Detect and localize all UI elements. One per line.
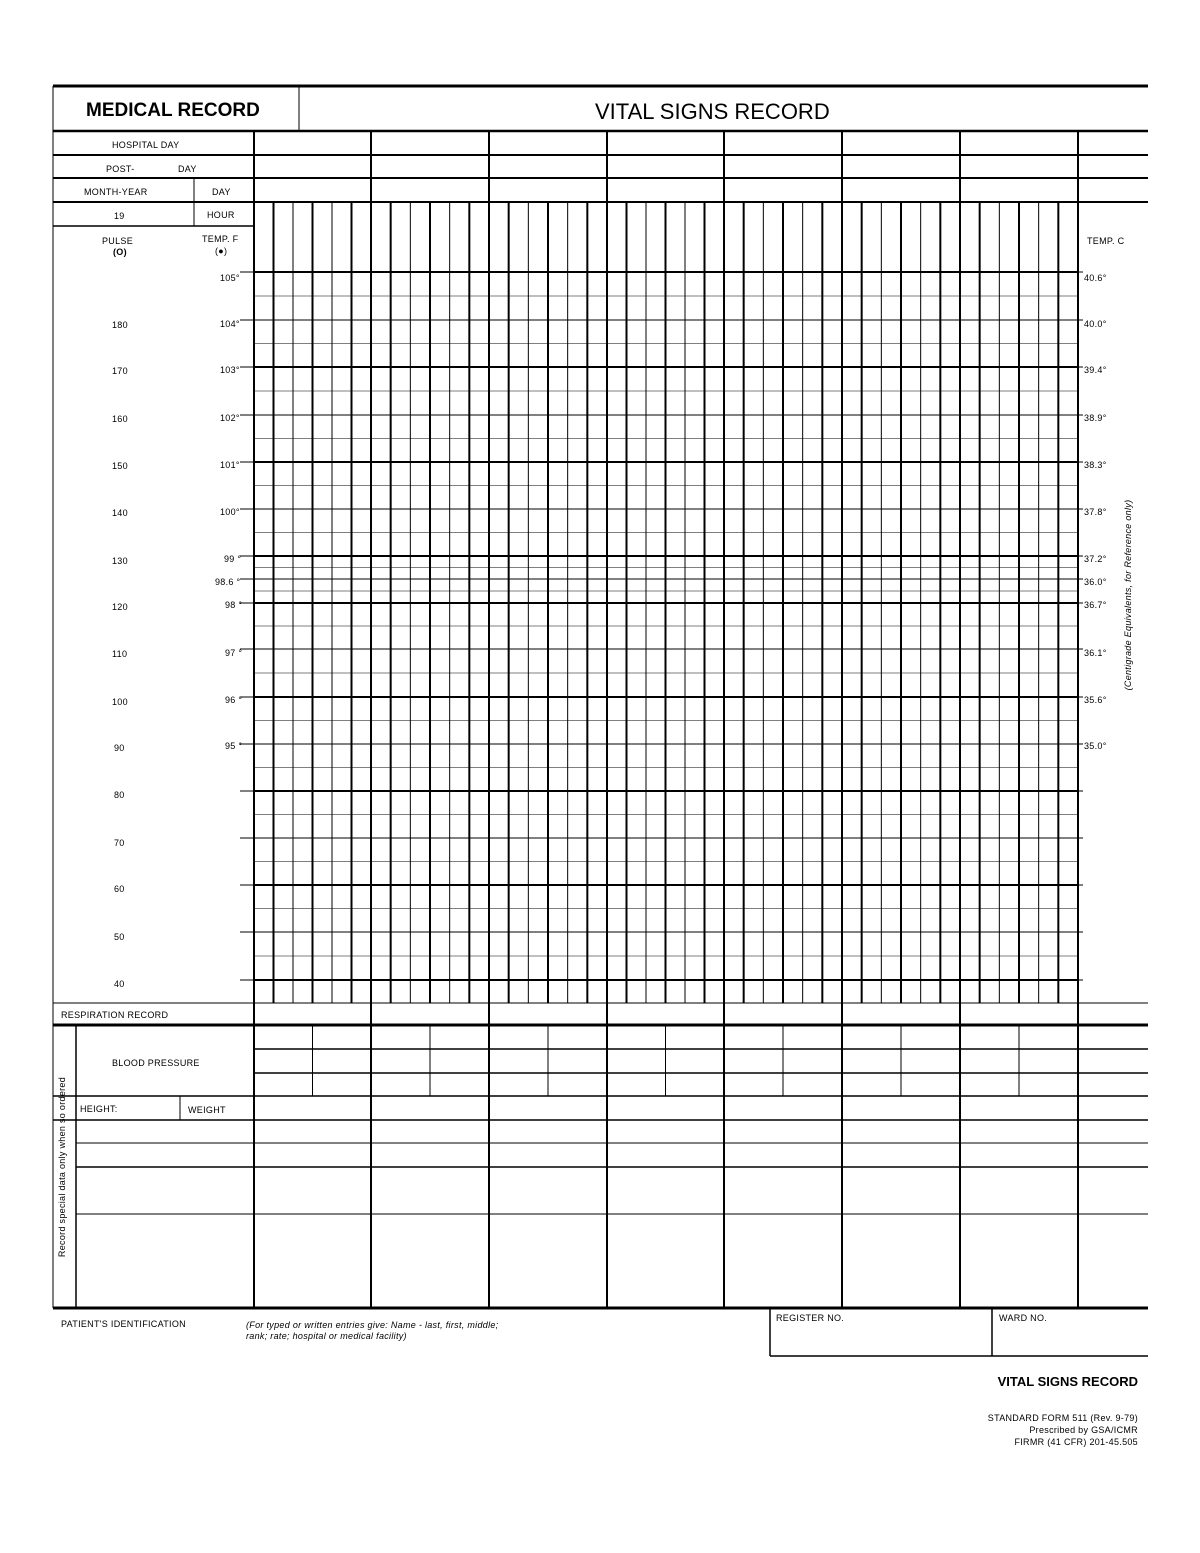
temp-f-value: 95 ° — [225, 741, 243, 751]
pulse-value: 150 — [112, 461, 128, 471]
pulse-value: 60 — [114, 884, 125, 894]
temp-c-value: 36.0° — [1084, 577, 1107, 587]
temp-f-value: 104° — [220, 319, 240, 329]
special-data-note: Record special data only when so ordered — [57, 1076, 67, 1258]
pulse-value: 170 — [112, 366, 128, 376]
pulse-value: 120 — [112, 602, 128, 612]
height-label: HEIGHT: — [80, 1104, 118, 1114]
pulse-value: 140 — [112, 508, 128, 518]
temp-f-value: 97 ° — [225, 648, 243, 658]
medical-record-title: MEDICAL RECORD — [86, 100, 260, 121]
pulse-value: 90 — [114, 743, 125, 753]
firmr-reference: FIRMR (41 CFR) 201-45.505 — [1014, 1437, 1138, 1447]
temp-c-value: 40.0° — [1084, 319, 1107, 329]
pulse-value: 40 — [114, 979, 125, 989]
temp-f-symbol: (●) — [215, 246, 228, 256]
temp-f-value: 98.6 ° — [215, 577, 241, 587]
patient-identification-label: PATIENT'S IDENTIFICATION — [61, 1319, 186, 1329]
pulse-value: 180 — [112, 320, 128, 330]
temp-c-value: 35.6° — [1084, 695, 1107, 705]
register-no-label: REGISTER NO. — [776, 1313, 845, 1323]
footer-form-title: VITAL SIGNS RECORD — [997, 1374, 1138, 1389]
temp-c-value: 38.3° — [1084, 460, 1107, 470]
temp-c-value: 35.0° — [1084, 741, 1107, 751]
post-day-label: DAY — [178, 164, 197, 174]
month-year-label: MONTH-YEAR — [84, 187, 148, 197]
hour-label: HOUR — [207, 210, 235, 220]
pulse-value: 130 — [112, 556, 128, 566]
temp-c-value: 37.2° — [1084, 554, 1107, 564]
respiration-record-label: RESPIRATION RECORD — [61, 1010, 169, 1020]
temp-c-value: 36.7° — [1084, 600, 1107, 610]
patient-instructions-line-1: (For typed or written entries give: Name - last, first, middle; — [246, 1320, 499, 1330]
temp-c-value: 36.1° — [1084, 648, 1107, 658]
temp-f-value: 105° — [220, 273, 240, 283]
pulse-value: 110 — [112, 649, 128, 659]
temp-c-value: 40.6° — [1084, 273, 1107, 283]
temp-f-value: 102° — [220, 413, 240, 423]
centigrade-note: (Centigrade Equivalents, for Reference only) — [1123, 499, 1133, 691]
day-label: DAY — [212, 187, 231, 197]
blood-pressure-label: BLOOD PRESSURE — [112, 1058, 200, 1068]
pulse-value: 100 — [112, 697, 128, 707]
temp-c-value: 38.9° — [1084, 413, 1107, 423]
temp-c-label: TEMP. C — [1087, 236, 1125, 246]
form-number: STANDARD FORM 511 (Rev. 9-79) — [987, 1413, 1138, 1423]
hospital-day-label: HOSPITAL DAY — [112, 140, 180, 150]
pulse-value: 80 — [114, 790, 125, 800]
pulse-value: 70 — [114, 838, 125, 848]
temp-f-value: 99 ° — [224, 554, 242, 564]
ward-no-label: WARD NO. — [999, 1313, 1048, 1323]
prescribed-by: Prescribed by GSA/ICMR — [1029, 1425, 1138, 1435]
vital-signs-record-title: VITAL SIGNS RECORD — [595, 99, 830, 124]
year-prefix-label: 19 — [114, 211, 125, 221]
temp-f-value: 101° — [220, 460, 240, 470]
temp-f-value: 103° — [220, 365, 240, 375]
pulse-label: PULSE — [102, 236, 134, 246]
patient-instructions-line-2: rank; rate; hospital or medical facility) — [246, 1331, 407, 1341]
pulse-value: 50 — [114, 932, 125, 942]
temp-f-value: 98 ° — [225, 600, 243, 610]
temp-f-value: 100° — [220, 507, 240, 517]
temp-f-value: 96 ° — [225, 695, 243, 705]
pulse-symbol: (O) — [113, 247, 127, 257]
post-label: POST- — [106, 164, 135, 174]
temp-c-value: 39.4° — [1084, 365, 1107, 375]
pulse-value: 160 — [112, 414, 128, 424]
temp-f-label: TEMP. F — [202, 234, 239, 244]
weight-label: WEIGHT — [188, 1105, 226, 1115]
temp-c-value: 37.8° — [1084, 507, 1107, 517]
